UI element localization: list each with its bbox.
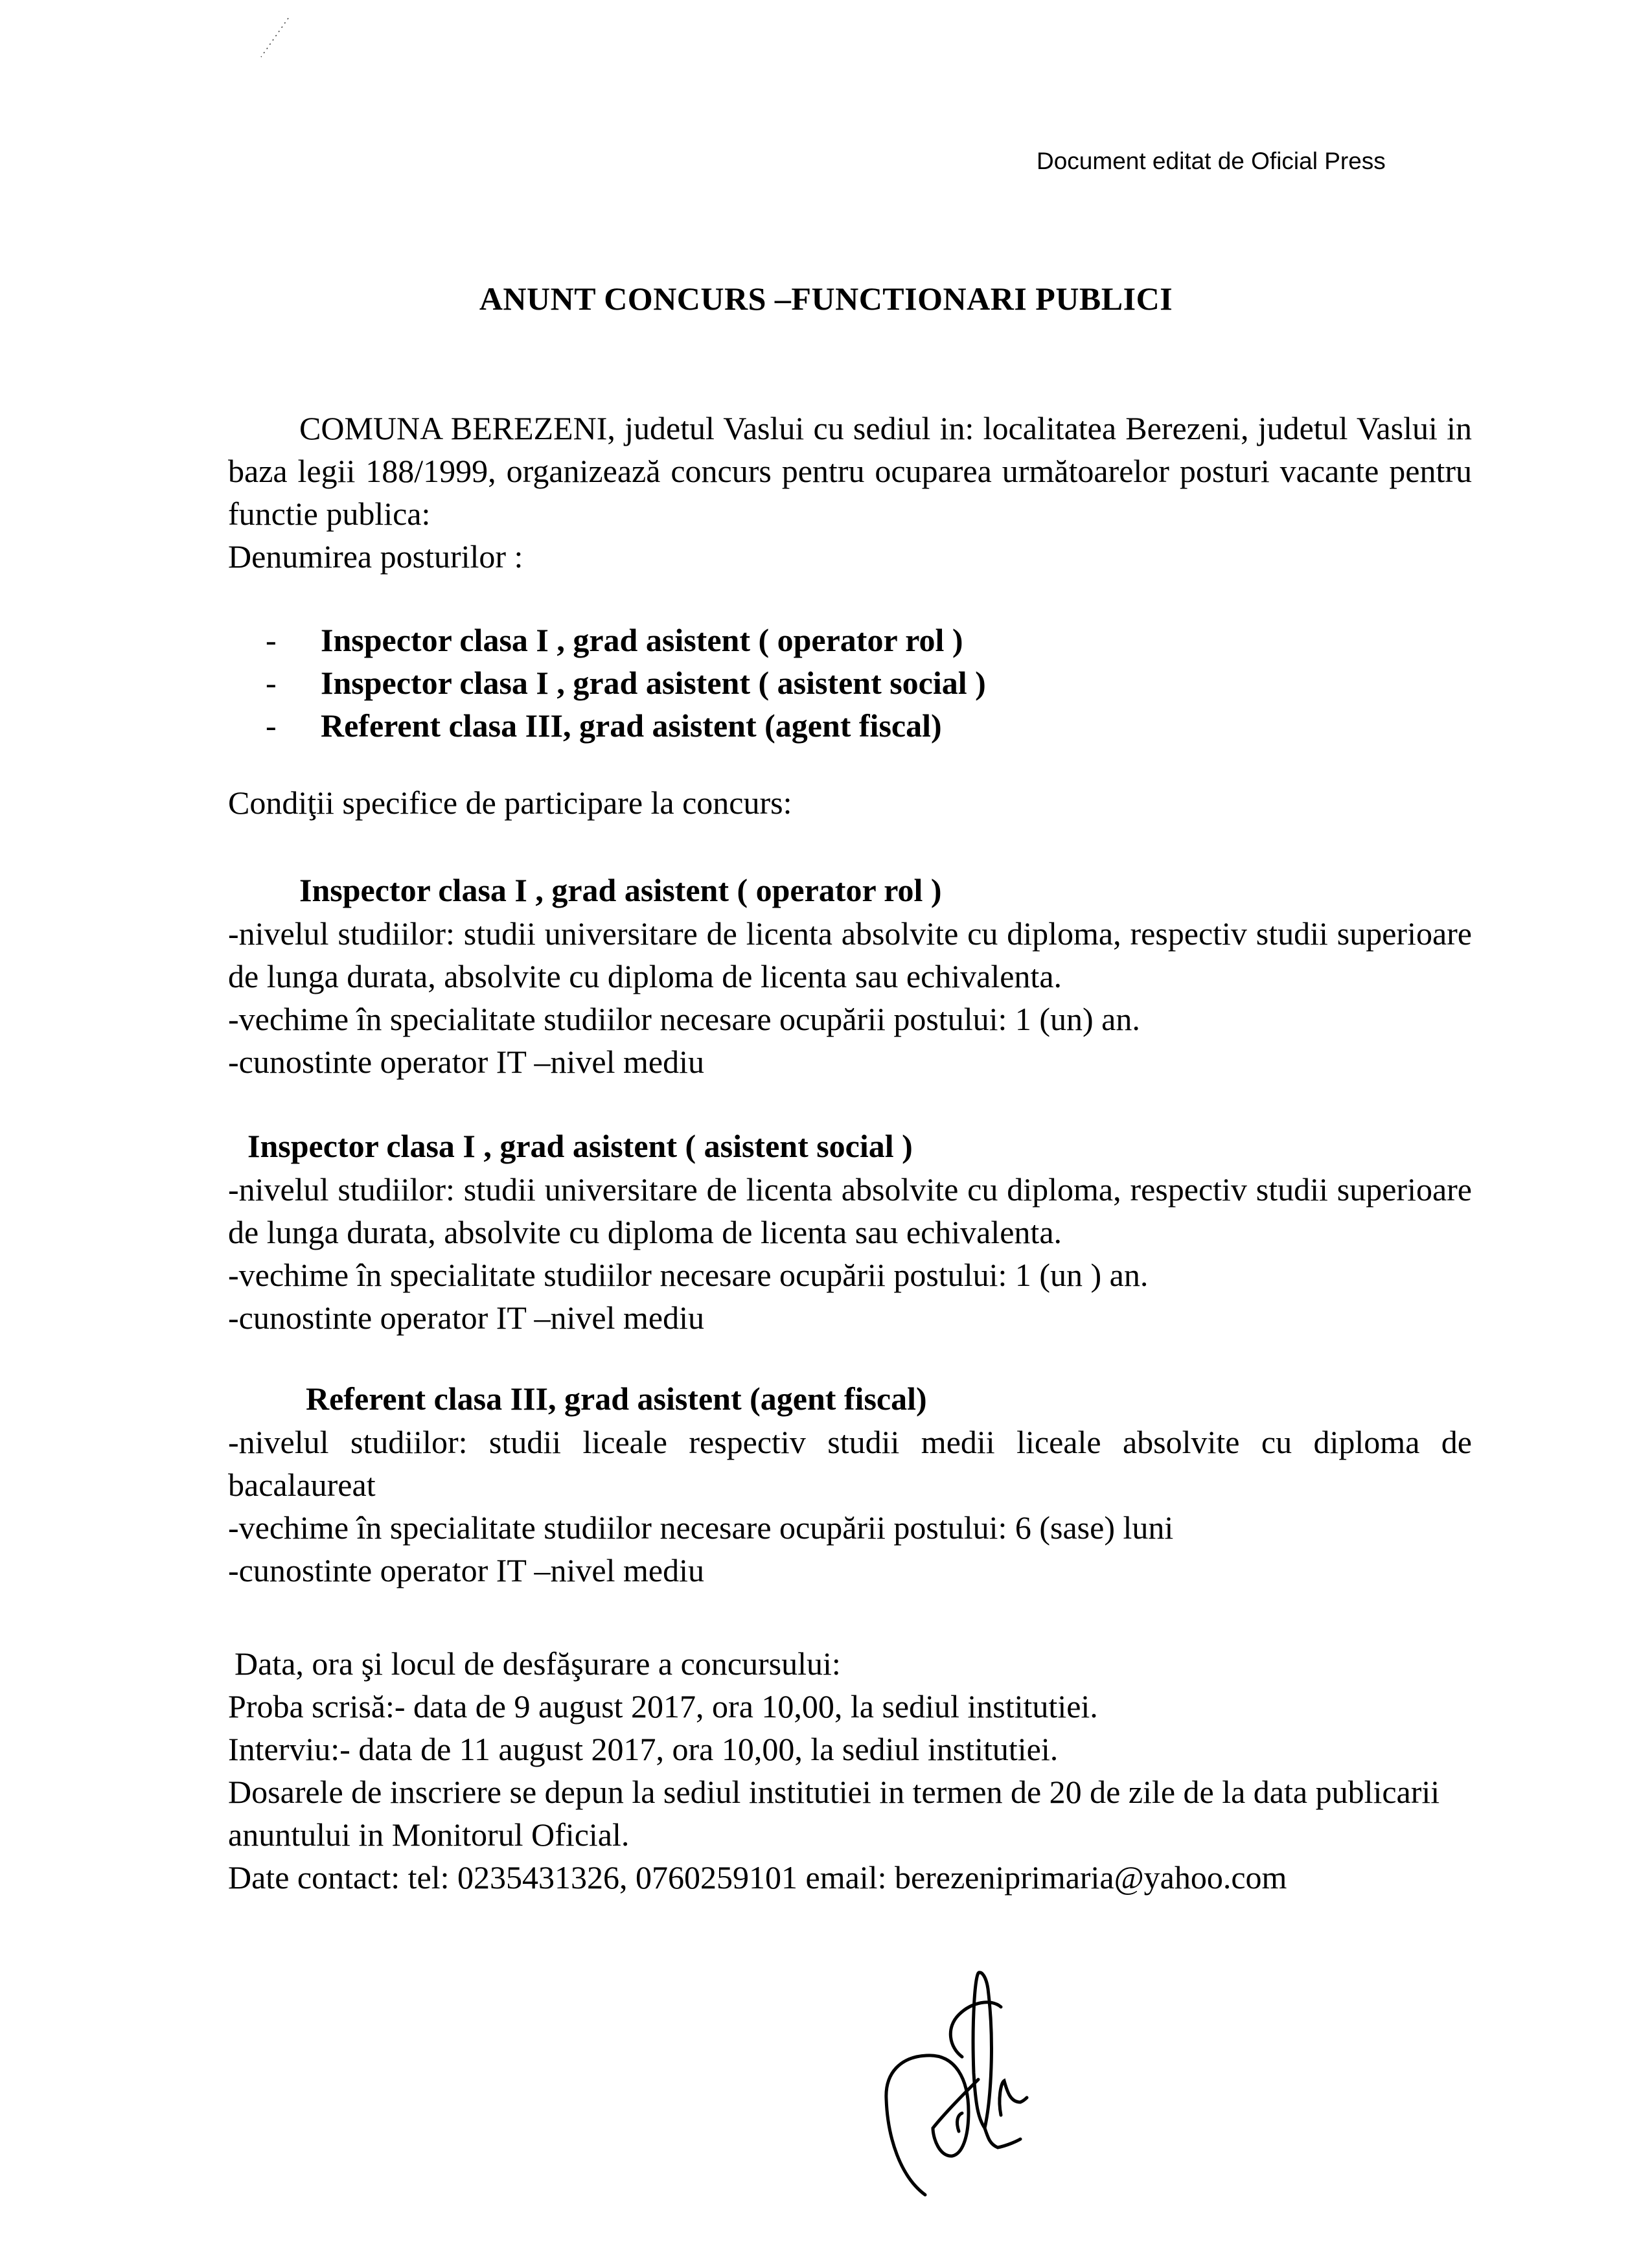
- intro-paragraph: COMUNA BEREZENI, judetul Vaslui cu sediul in: localitatea Berezeni, judetul Vaslui in baza legii 188/1999, organizează concurs pentru ocuparea următoarelor posturi vacante pentru functie publica:: [228, 410, 1472, 532]
- requirement-line: -cunostinte operator IT –nivel mediu: [228, 1552, 704, 1588]
- post-label: Inspector clasa I , grad asistent ( operator rol ): [321, 622, 963, 658]
- requirement-line: -nivelul studiilor: studii universitare de licenta absolvite cu diploma, respectiv studii superioare de lunga durata, absolvite cu diploma de licenta sau echivalenta.: [228, 915, 1472, 994]
- bullet: -: [266, 707, 277, 744]
- post-label: Inspector clasa I , grad asistent ( asistent social ): [321, 665, 986, 701]
- contact-line: Date contact: tel: 0235431326, 0760259101 email: berezeniprimaria@yahoo.com: [228, 1859, 1287, 1896]
- requirement-line: -cunostinte operator IT –nivel mediu: [228, 1044, 704, 1080]
- requirement-line: -vechime în specialitate studiilor necesare ocupării postului: 1 (un) an.: [228, 1001, 1140, 1037]
- publisher-note: Document editat de Oficial Press: [1037, 148, 1386, 174]
- posts-label: Denumirea posturilor :: [228, 538, 523, 575]
- conditions-heading: Condiţii specifice de participare la concurs:: [228, 785, 792, 821]
- posts-list: [266, 619, 986, 747]
- scan-mark: [227, 0, 356, 97]
- requirement-line: -vechime în specialitate studiilor necesare ocupării postului: 1 (un ) an.: [228, 1257, 1149, 1293]
- post-label: Referent clasa III, grad asistent (agent fiscal): [321, 707, 942, 744]
- schedule-heading: Data, ora şi locul de desfăşurare a concursului:: [235, 1645, 841, 1682]
- post-item: [266, 661, 986, 704]
- interview-line: Interviu:- data de 11 august 2017, ora 10,00, la sediul institutiei.: [228, 1731, 1059, 1767]
- requirement-line: -cunostinte operator IT –nivel mediu: [228, 1300, 704, 1336]
- post-item: [266, 704, 986, 747]
- section-title: Inspector clasa I , grad asistent ( asistent social ): [247, 1128, 913, 1164]
- application-deadline: Dosarele de inscriere se depun la sediul institutiei in termen de 20 de zile de la data publicarii anuntului in Monitorul Oficial.: [228, 1774, 1440, 1853]
- bullet: -: [266, 665, 277, 701]
- requirement-line: -nivelul studiilor: studii universitare de licenta absolvite cu diploma, respectiv studii superioare de lunga durata, absolvite cu diploma de licenta sau echivalenta.: [228, 1171, 1472, 1250]
- bullet: -: [266, 622, 277, 658]
- requirement-line: -nivelul studiilor: studii liceale respectiv studii medii liceale absolvite cu diploma de bacalaureat: [228, 1424, 1472, 1503]
- schedule-section: [228, 1642, 1472, 1899]
- requirement-line: -vechime în specialitate studiilor necesare ocupării postului: 6 (sase) luni: [228, 1509, 1174, 1546]
- document-title: ANUNT CONCURS –FUNCTIONARI PUBLICI: [479, 281, 1173, 317]
- intro-section: [228, 407, 1472, 578]
- section-operator-rol: [228, 868, 1472, 1083]
- section-asistent-social: [228, 1124, 1472, 1339]
- section-title: Inspector clasa I , grad asistent ( operator rol ): [299, 872, 942, 908]
- written-exam-line: Proba scrisă:- data de 9 august 2017, ora 10,00, la sediul institutiei.: [228, 1688, 1098, 1724]
- section-title: Referent clasa III, grad asistent (agent fiscal): [306, 1380, 927, 1417]
- section-agent-fiscal: [228, 1377, 1472, 1592]
- post-item: [266, 619, 986, 661]
- signature: [842, 1943, 1166, 2267]
